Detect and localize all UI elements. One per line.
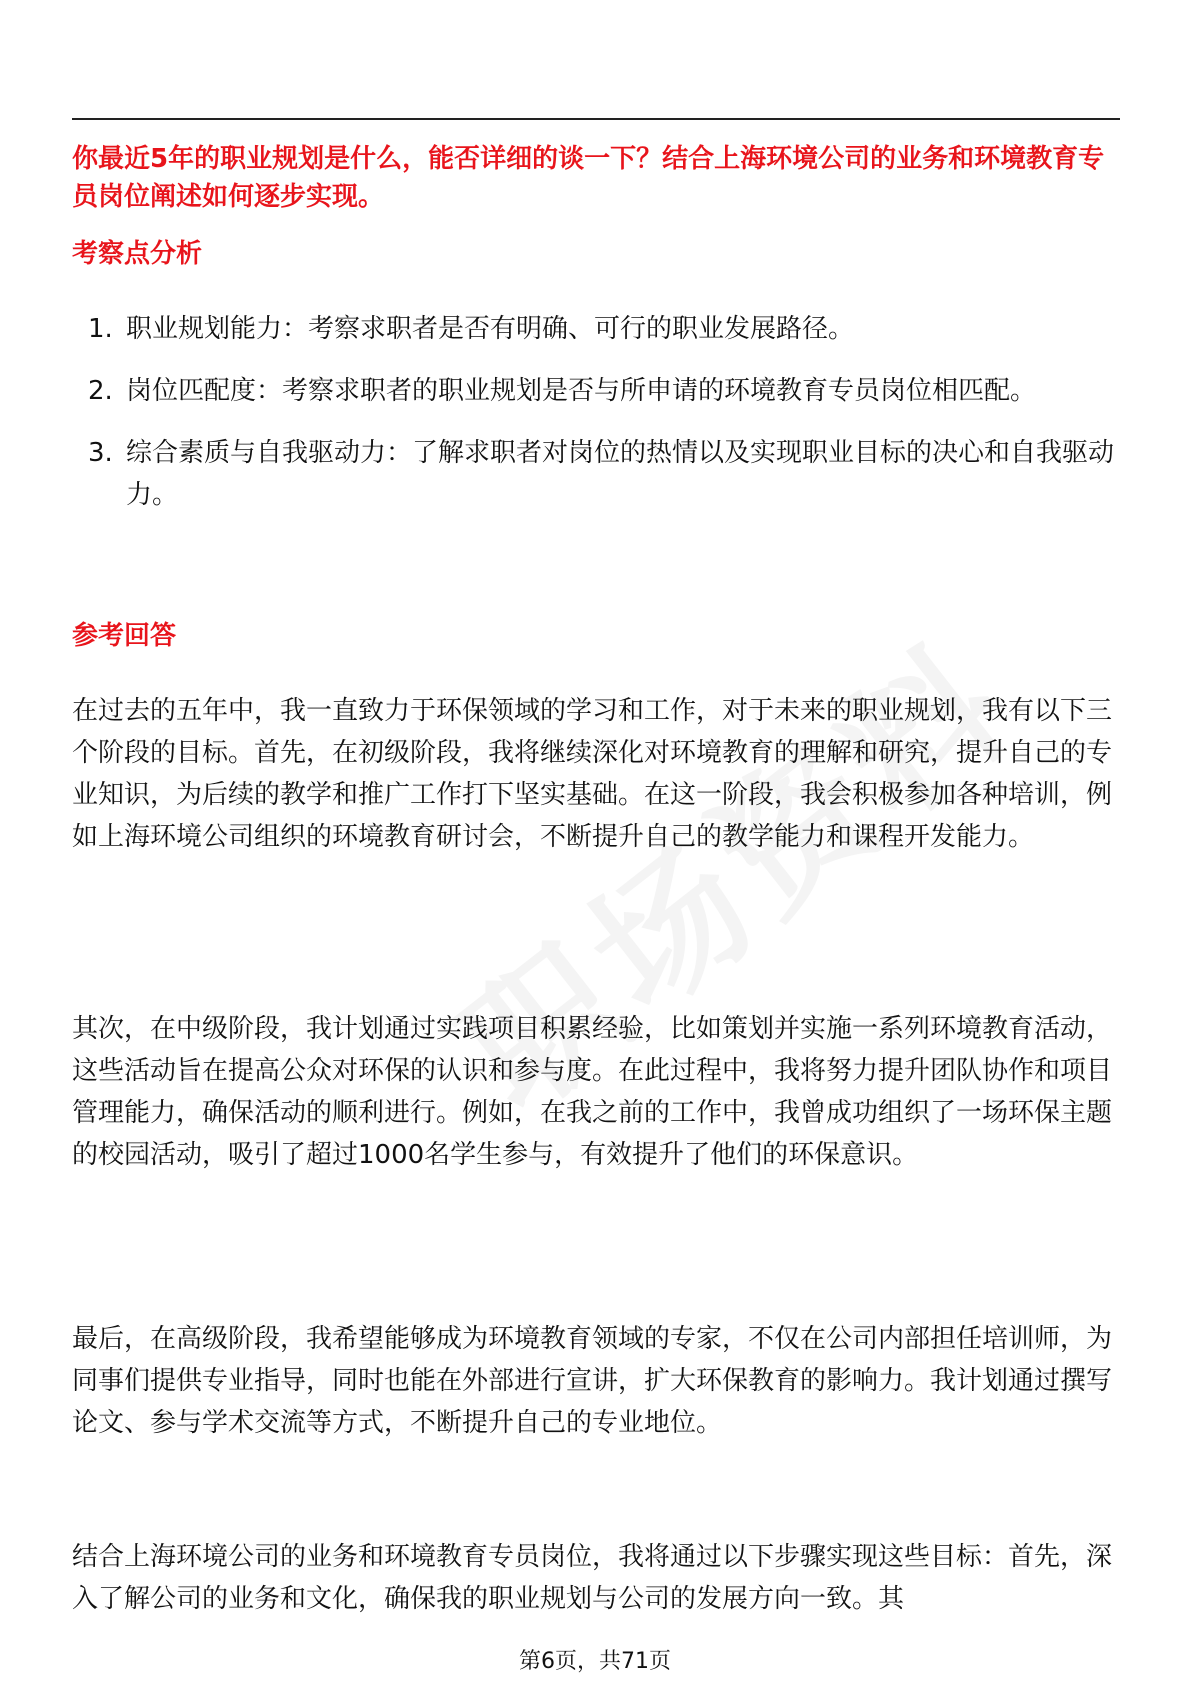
analysis-point: [72, 370, 1122, 412]
point-number: 2.: [88, 376, 113, 406]
point-number: 3.: [88, 438, 113, 468]
question-title: 你最近5年的职业规划是什么，能否详细的谈一下？结合上海环境公司的业务和环境教育专员岗位阐述如何逐步实现。: [72, 144, 1105, 212]
answer-paragraph: 最后，在高级阶段，我希望能够成为环境教育领域的专家，不仅在公司内部担任培训师，为同事们提供专业指导，同时也能在外部进行宣讲，扩大环保教育的影响力。我计划通过撰写论文、参与学术交流等方式，不断提升自己的专业地位。: [72, 1324, 1113, 1438]
answer-paragraph: 在过去的五年中，我一直致力于环保领域的学习和工作，对于未来的职业规划，我有以下三个阶段的目标。首先，在初级阶段，我将继续深化对环境教育的理解和研究，提升自己的专业知识，为后续的教学和推广工作打下坚实基础。在这一阶段，我会积极参加各种培训，例如上海环境公司组织的环境教育研讨会，不断提升自己的教学能力和课程开发能力。: [72, 696, 1113, 852]
header-divider: [72, 118, 1120, 120]
analysis-point: [72, 308, 1122, 350]
answer-paragraph: 其次，在中级阶段，我计划通过实践项目积累经验，比如策划并实施一系列环境教育活动，这些活动旨在提高公众对环保的认识和参与度。在此过程中，我将努力提升团队协作和项目管理能力，确保活动的顺利进行。例如，在我之前的工作中，我曾成功组织了一场环保主题的校园活动，吸引了超过1000名学生参与，有效提升了他们的环保意识。: [72, 1014, 1113, 1170]
analysis-point: [72, 432, 1122, 516]
point-text: 综合素质与自我驱动力：了解求职者对岗位的热情以及实现职业目标的决心和自我驱动力。: [126, 438, 1115, 510]
point-number: 1.: [88, 314, 113, 344]
analysis-heading: 考察点分析: [72, 239, 203, 269]
point-text: 职业规划能力：考察求职者是否有明确、可行的职业发展路径。: [126, 314, 855, 344]
analysis-points-list: [72, 308, 1122, 536]
answer-paragraph: 结合上海环境公司的业务和环境教育专员岗位，我将通过以下步骤实现这些目标：首先，深入了解公司的业务和文化，确保我的职业规划与公司的发展方向一致。其: [72, 1542, 1113, 1614]
page-number: 第6页，共71页: [519, 1649, 671, 1674]
point-text: 岗位匹配度：考察求职者的职业规划是否与所申请的环境教育专员岗位相匹配。: [126, 376, 1037, 406]
answer-heading: 参考回答: [72, 621, 177, 651]
